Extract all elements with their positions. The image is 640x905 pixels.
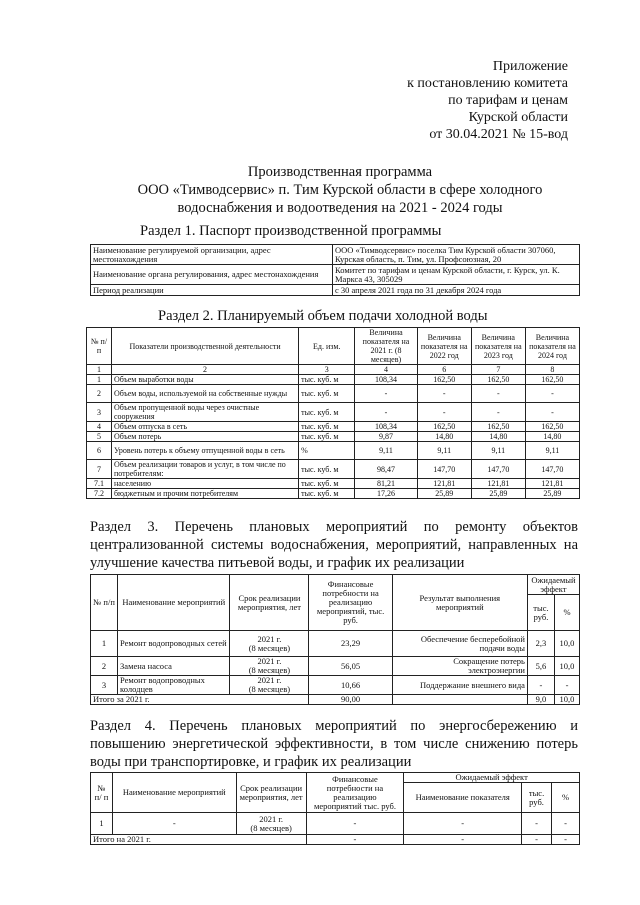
table-cell: 6 [87, 442, 112, 460]
title-line: Производственная программа [247, 164, 433, 180]
table-cell: Объем пропущенной воды через очистные сооружения [111, 403, 298, 422]
repair-measures-body [91, 631, 580, 695]
repair-measures-table [90, 574, 580, 705]
column-header: Наименование мероприятий [118, 575, 230, 631]
table-cell [230, 657, 309, 676]
table-cell [230, 631, 309, 657]
column-number: 7 [471, 365, 525, 375]
table-cell: 9,87 [355, 432, 417, 442]
table-row [91, 657, 580, 676]
table-cell: 2 [87, 385, 112, 403]
table-cell: 147,70 [471, 460, 525, 479]
table-cell: % [299, 442, 355, 460]
table-cell: 25,89 [525, 489, 579, 499]
column-number: 1 [87, 365, 112, 375]
column-header: Показатели производственной деятельности [111, 328, 298, 365]
table-cell: 9,11 [525, 442, 579, 460]
table-cell: 81,21 [355, 479, 417, 489]
table-cell: - [471, 403, 525, 422]
table-row [91, 813, 580, 835]
column-number: 8 [525, 365, 579, 375]
total-rub: 9,0 [527, 695, 554, 705]
table-row [91, 245, 580, 265]
table-cell: - [404, 813, 522, 835]
total-pct: - [552, 835, 580, 845]
table-cell: 5,6 [527, 657, 554, 676]
table-cell: - [355, 403, 417, 422]
section3-heading: Раздел 3. Перечень плановых мероприятий по ремонту объектов централизованной системы водоснабжения, мероприятий, направленных на улучшение качества питьевой воды, и график их реализации [90, 519, 578, 571]
table-cell: тыс. куб. м [299, 385, 355, 403]
table-row [87, 385, 580, 403]
table-cell: 162,50 [525, 422, 579, 432]
column-header: Величина показателя на 2021 г. (8 месяцев) [355, 328, 417, 365]
term-line: 2021 г. [259, 813, 283, 824]
column-number: 2 [111, 365, 298, 375]
total-label: Итого на 2021 г. [91, 835, 307, 845]
table-cell: Уровень потерь к объему отпущенной воды в сеть [111, 442, 298, 460]
table-cell: 9,11 [471, 442, 525, 460]
table-cell: 4 [87, 422, 112, 432]
term-line: 2021 г. [257, 675, 282, 685]
table-cell: 121,81 [471, 479, 525, 489]
column-header: № п/п [87, 328, 112, 365]
table-cell: 162,50 [417, 375, 471, 385]
column-header: Срок реализации мероприятия, лет [230, 575, 309, 631]
term-line: (8 месяцев) [248, 684, 291, 694]
table-row [87, 489, 580, 499]
column-header: Финансовые потребности на реализацию мероприятий тыс. руб. [306, 773, 404, 813]
column-header: Ед. изм. [299, 328, 355, 365]
column-header: Величина показателя на 2023 год [471, 328, 525, 365]
table-cell: 5 [87, 432, 112, 442]
column-number: 4 [355, 365, 417, 375]
table-cell: 162,50 [471, 375, 525, 385]
section2-heading: Раздел 2. Планируемый объем подачи холодной воды [158, 308, 488, 324]
column-header: № п/п [91, 575, 118, 631]
document-title [60, 163, 620, 217]
table-cell: 23,29 [309, 631, 392, 657]
table-cell: тыс. куб. м [299, 432, 355, 442]
annex-block [338, 58, 568, 143]
table-cell: 147,70 [525, 460, 579, 479]
table-cell: 14,80 [525, 432, 579, 442]
table-row [87, 479, 580, 489]
column-header: Наименование мероприятий [112, 773, 236, 813]
table-cell: Объем потерь [111, 432, 298, 442]
table-cell: Наименование органа регулирования, адрес местонахождения [91, 265, 333, 285]
table-cell [230, 676, 309, 695]
table-cell: 14,80 [417, 432, 471, 442]
table-cell: 2 [91, 657, 118, 676]
table-cell: 56,05 [309, 657, 392, 676]
table-cell: с 30 апреля 2021 года по 31 декабря 2024 года [333, 285, 580, 296]
table-cell: - [417, 403, 471, 422]
column-header: тыс. руб. [527, 595, 554, 631]
annex-line: к постановлению комитета [407, 76, 568, 91]
table-cell: Период реализации [91, 285, 333, 296]
total-label: Итого за 2021 г. [91, 695, 309, 705]
table-header-row [91, 575, 580, 595]
total-pct: 10,0 [554, 695, 579, 705]
table-cell: Обеспечение бесперебойной подачи воды [392, 631, 527, 657]
table-cell: тыс. куб. м [299, 489, 355, 499]
water-volume-table [86, 327, 580, 499]
table-cell [236, 813, 306, 835]
column-number: 6 [417, 365, 471, 375]
table-cell: населению [111, 479, 298, 489]
term-line: 2021 г. [257, 633, 282, 644]
table-cell: 162,50 [525, 375, 579, 385]
column-header: тыс. руб. [522, 783, 552, 813]
column-header: Величина показателя на 2022 год [417, 328, 471, 365]
table-cell: 10,0 [554, 631, 579, 657]
term-line: (8 месяцев) [250, 822, 292, 833]
table-cell: 14,80 [471, 432, 525, 442]
table-cell: Замена насоса [118, 657, 230, 676]
term-line: (8 месяцев) [248, 642, 291, 653]
table-cell: 3 [87, 403, 112, 422]
table-header-row [87, 328, 580, 365]
column-number: 3 [299, 365, 355, 375]
column-header: Величина показателя на 2024 год [525, 328, 579, 365]
table-row [87, 375, 580, 385]
table-cell: 10,0 [554, 657, 579, 676]
table-cell: 7 [87, 460, 112, 479]
total-indicator: - [404, 835, 522, 845]
column-number-row [87, 365, 580, 375]
total-fin: - [306, 835, 404, 845]
table-cell: - [525, 385, 579, 403]
table-cell: 7.1 [87, 479, 112, 489]
table-row [87, 432, 580, 442]
column-header: Результат выполнения мероприятий [392, 575, 527, 631]
energy-measures-table [90, 772, 580, 845]
table-cell: тыс. куб. м [299, 403, 355, 422]
table-cell: Сокращение потерь электроэнергии [392, 657, 527, 676]
title-line: водоснабжения и водоотведения на 2021 - 2024 годы [177, 200, 503, 216]
term-line: 2021 г. [257, 656, 282, 666]
table-cell: Поддержание внешнего вида [392, 676, 527, 695]
table-cell: - [527, 676, 554, 695]
total-row [91, 835, 580, 845]
water-volume-body [87, 375, 580, 499]
table-row [87, 403, 580, 422]
table-cell: - [417, 385, 471, 403]
column-header: Ожидаемый эффект [404, 773, 580, 783]
table-cell: 1 [87, 375, 112, 385]
section4-heading: Раздел 4. Перечень плановых мероприятий по энергосбережению и повышению энергетической эффективности, в том числе снижению потерь воды при транспортировке, и график их реализации [90, 718, 578, 770]
table-cell: 162,50 [471, 422, 525, 432]
table-cell: - [112, 813, 236, 835]
annex-line: от 30.04.2021 № 15-вод [429, 127, 568, 142]
table-header-row [91, 773, 580, 783]
table-row [91, 285, 580, 296]
table-row [87, 442, 580, 460]
table-row [87, 422, 580, 432]
column-header: % [552, 783, 580, 813]
table-cell [392, 695, 527, 705]
passport-table [90, 244, 580, 296]
table-cell: Ремонт водопроводных колодцев [118, 676, 230, 695]
table-cell: 121,81 [525, 479, 579, 489]
table-cell: 98,47 [355, 460, 417, 479]
total-fin: 90,00 [309, 695, 392, 705]
table-cell: 162,50 [417, 422, 471, 432]
column-header: Ожидаемый эффект [527, 575, 579, 595]
table-row [87, 460, 580, 479]
table-cell: Объем реализации товаров и услуг, в том числе по потребителям: [111, 460, 298, 479]
table-cell: Объем воды, используемой на собственные нужды [111, 385, 298, 403]
column-header: Срок реализации мероприятия, лет [236, 773, 306, 813]
title-line: ООО «Тимводсервис» п. Тим Курской области в сфере холодного [137, 182, 543, 198]
term-line: (8 месяцев) [248, 665, 291, 675]
table-cell: - [306, 813, 404, 835]
annex-line: Курской области [468, 110, 568, 125]
annex-line: по тарифам и ценам [448, 93, 568, 108]
table-cell: 108,34 [355, 375, 417, 385]
table-cell: 25,89 [417, 489, 471, 499]
table-cell: тыс. куб. м [299, 460, 355, 479]
table-cell: - [525, 403, 579, 422]
section1-heading: Раздел 1. Паспорт производственной программы [140, 223, 442, 239]
table-cell: 25,89 [471, 489, 525, 499]
column-header: Финансовые потребности на реализацию мероприятий, тыс. руб. [309, 575, 392, 631]
total-rub: - [522, 835, 552, 845]
table-cell: 10,66 [309, 676, 392, 695]
table-cell: 9,11 [417, 442, 471, 460]
table-cell: 2,3 [527, 631, 554, 657]
table-cell: 17,26 [355, 489, 417, 499]
table-cell: тыс. куб. м [299, 479, 355, 489]
table-cell: тыс. куб. м [299, 422, 355, 432]
table-cell: Объем отпуска в сеть [111, 422, 298, 432]
table-cell: - [355, 385, 417, 403]
table-cell: 121,81 [417, 479, 471, 489]
table-cell: - [554, 676, 579, 695]
table-cell: 9,11 [355, 442, 417, 460]
table-row [91, 265, 580, 285]
table-cell: Объем выработки воды [111, 375, 298, 385]
table-cell: 147,70 [417, 460, 471, 479]
table-row [91, 676, 580, 695]
table-cell: Наименование регулируемой организации, адрес местонахождения [91, 245, 333, 265]
table-cell: 1 [91, 631, 118, 657]
table-cell: 108,34 [355, 422, 417, 432]
table-cell: - [552, 813, 580, 835]
table-cell: - [471, 385, 525, 403]
table-cell: Ремонт водопроводных сетей [118, 631, 230, 657]
column-header: Наименование показателя [404, 783, 522, 813]
table-cell: 3 [91, 676, 118, 695]
table-cell: тыс. куб. м [299, 375, 355, 385]
column-header: № п/ п [91, 773, 113, 813]
table-cell: Комитет по тарифам и ценам Курской области, г. Курск, ул. К. Маркса 43, 305029 [333, 265, 580, 285]
table-cell: 1 [91, 813, 113, 835]
annex-line: Приложение [492, 59, 568, 74]
table-row [91, 631, 580, 657]
column-header: % [554, 595, 579, 631]
table-cell: 7.2 [87, 489, 112, 499]
table-cell: бюджетным и прочим потребителям [111, 489, 298, 499]
total-row [91, 695, 580, 705]
table-cell: - [522, 813, 552, 835]
table-cell: ООО «Тимводсервис» поселка Тим Курской области 307060, Курская область, п. Тим, ул. Профсоюзная, 20 [333, 245, 580, 265]
